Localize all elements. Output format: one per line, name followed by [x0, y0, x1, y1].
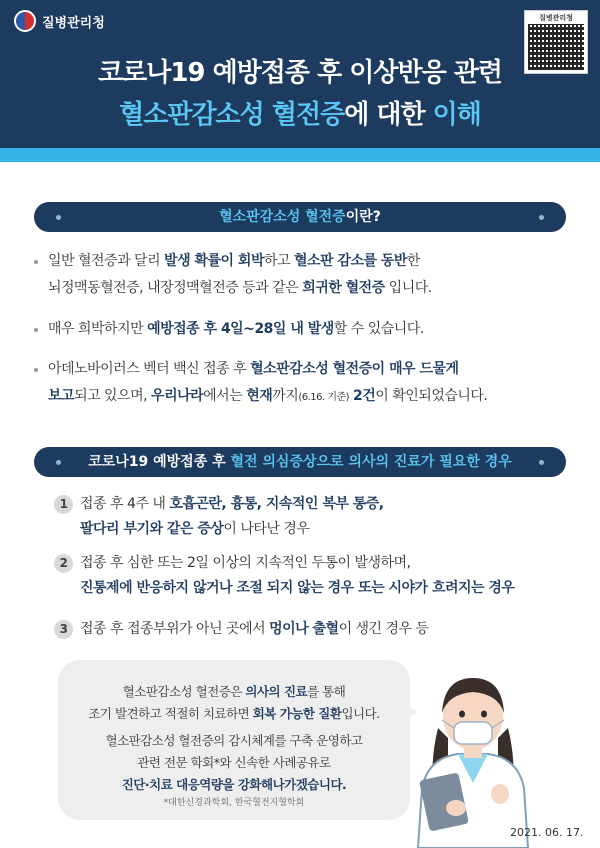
bubble-line: [58, 704, 410, 722]
text: 이 생긴 경우 등: [338, 621, 429, 637]
doctor-illustration-icon: [408, 658, 538, 848]
text: 입니다.: [384, 280, 432, 296]
emphasis: 보고: [48, 388, 75, 404]
page-title-line1: 코로나19 예방접종 후 이상반응 관련: [97, 58, 502, 88]
text: 할 수 있습니다.: [333, 321, 424, 337]
bullet-dot: [34, 328, 38, 332]
emphasis: 회복 가능한 질환: [252, 706, 342, 721]
emphasis: 혈소판감소성 혈전증이 매우 드물게: [250, 361, 459, 377]
emphasis: 희귀한 혈전증: [302, 280, 385, 296]
section1-heading: [34, 202, 566, 232]
emphasis: 혈소판 감소를 동반: [293, 253, 407, 269]
text: 접종 후 접종부위가 아닌 곳에서: [80, 621, 270, 637]
bullet-dot: [34, 260, 38, 264]
text: 를 통해: [307, 684, 346, 699]
emphasis: 현재: [246, 388, 273, 404]
emphasis: 멍이나 출혈: [269, 621, 339, 637]
bullet-item: [48, 356, 568, 411]
text: 아데노바이러스 벡터 백신 접종 후: [48, 361, 251, 377]
number-badge: 3: [54, 620, 73, 639]
qr-label: 질병관리청: [539, 14, 573, 22]
bullet-item: [48, 248, 568, 302]
number-badge: 1: [54, 495, 73, 514]
numbered-item: [54, 492, 574, 542]
text: 매우 희박하지만: [48, 321, 148, 337]
title-end: 이해: [432, 100, 481, 130]
emphasis: 발생 확률이 회박: [164, 253, 264, 269]
numbered-item: [54, 551, 574, 601]
bubble-line: 혈소판감소성 혈전증의 감시체계를 구축 운영하고: [105, 733, 363, 748]
bullet-item: [48, 316, 568, 343]
number-badge: 2: [54, 554, 73, 573]
emphasis: 진통제에 반응하지 않거나 조절 되지 않는 경우 또는 시야가 흐려지는 경우: [80, 580, 515, 596]
text: 접종 후 심한 또는 2일 이상의 지속적인 두통이 발생하며,: [80, 555, 411, 571]
text: 이 나타난 경우: [223, 521, 310, 537]
footnote: *대한신경과학회, 한국혈전지혈학회: [163, 798, 305, 808]
heading-dot: [56, 215, 61, 220]
text: 이 확인되었습니다.: [375, 388, 488, 404]
bubble-line: 관련 전문 학회*와 신속한 사례공유로: [137, 755, 331, 770]
text: 조기 발견하고 적절히 치료하면: [88, 706, 253, 721]
heading-dot: [539, 215, 544, 220]
emphasis: 우리나라: [151, 388, 204, 404]
small-text: (6.16. 기준): [298, 392, 350, 403]
text: 되고 있으며,: [74, 388, 152, 404]
section2-heading: [34, 447, 566, 477]
emphasis: 호흡곤란, 흉통, 지속적인 복부 통증,: [169, 496, 384, 512]
emphasis: 진단·치료 대응역량을 강화해나가겠습니다.: [121, 777, 347, 792]
text: 까지: [272, 388, 299, 404]
text: 에서는: [203, 388, 247, 404]
header-accent-strip: [0, 148, 600, 162]
org-name: 질병관리청: [42, 15, 105, 31]
heading-dot: [539, 460, 544, 465]
section2-heading-a: 코로나19 예방접종 후: [88, 454, 231, 470]
brand: [14, 10, 105, 32]
text: 입니다.: [341, 706, 380, 721]
title-highlight: 혈소판감소성 혈전증: [119, 100, 345, 130]
bubble-line-emphasis: [58, 775, 410, 793]
section1-heading-end: 이란?: [345, 209, 381, 225]
emphasis: 의사의 진료: [245, 684, 308, 699]
bubble-line: [58, 682, 410, 700]
text: 한: [406, 253, 420, 269]
text: 혈소판감소성 혈전증은: [122, 684, 246, 699]
text: 일반 혈전증과 달리: [48, 253, 165, 269]
emphasis: 예방접종 후 4일~28일 내 발생: [147, 321, 334, 337]
title-mid: 에 대한: [344, 100, 433, 130]
heading-dot: [56, 460, 61, 465]
bullet-dot: [34, 368, 38, 372]
emphasis: 팔다리 부기와 같은 증상: [80, 521, 224, 537]
kdca-logo-icon: [14, 10, 36, 32]
text: 접종 후 4주 내: [80, 496, 170, 512]
section1-heading-hl: 혈소판감소성 혈전증: [219, 209, 346, 225]
issue-date: 2021. 06. 17.: [510, 826, 584, 839]
section2-heading-hl: 혈전 의심증상으로 의사의 진료가 필요한 경우: [230, 454, 512, 470]
page-title-line2: [0, 94, 600, 131]
numbered-item: [54, 617, 574, 642]
text: 뇌정맥동혈전증, 내장정맥혈전증 등과 같은: [48, 280, 303, 296]
text: 하고: [263, 253, 294, 269]
emphasis: 2건: [353, 388, 376, 404]
